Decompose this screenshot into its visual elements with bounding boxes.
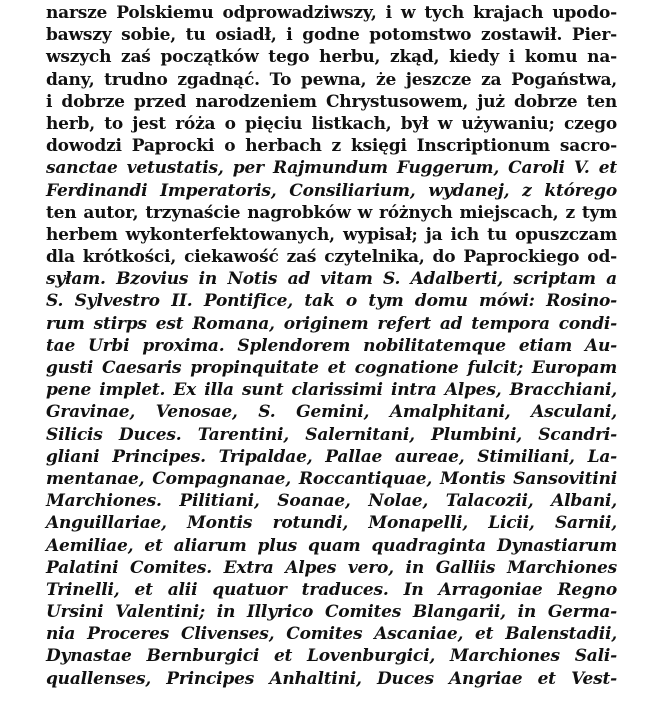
text-line: dla krótkości, ciekawość zaś czytelnika, do Paprockiego od-	[46, 247, 617, 268]
text-line: sanctae vetustatis, per Rajmundum Fuggerum, Caroli V. et	[46, 158, 617, 179]
text-line: herb, to jest róża o pięciu listkach, był w używaniu; czego	[46, 113, 617, 134]
text-line: Anguillariae, Montis rotundi, Monapelli, Licii, Sarnii,	[46, 513, 617, 534]
text-line: S. Sylvestro II. Pontifice, tak o tym domu mówi: Rosino-	[46, 291, 617, 312]
text-line: gliani Principes. Tripaldae, Pallae aureae, Stimiliani, La-	[46, 446, 617, 467]
text-line: Ursini Valentini; in Illyrico Comites Blangarii, in Germa-	[46, 602, 617, 623]
text-line: dany, trudno zgadnąć. To pewna, że jeszcze za Pogaństwa,	[46, 69, 617, 90]
text-line: Gravinae, Venosae, S. Gemini, Amalphitani, Asculani,	[46, 402, 617, 423]
text-line: bawszy sobie, tu osiadł, i godne potomstwo zostawił. Pier-	[46, 25, 617, 46]
text-line: herbem wykonterfektowanych, wypisał; ja ich tu opuszczam	[46, 224, 617, 245]
text-line: Aemiliae, et aliarum plus quam quadraginta Dynastiarum	[46, 535, 617, 556]
text-line: gusti Caesaris propinquitate et cognatione fulcit; Europam	[46, 358, 617, 378]
text-line: mentanae, Compagnanae, Roccantiquae, Montis Sansovitini	[46, 468, 617, 489]
text-line: narsze Polskiemu odprowadziwszy, i w tych krajach upodo-	[46, 3, 617, 23]
text-line: tae Urbi proxima. Splendorem nobilitatemque etiam Au-	[46, 335, 617, 356]
text-line: rum stirps est Romana, originem refert ad tempora condi-	[46, 313, 617, 334]
text-line: ten autor, trzynaście nagrobków w różnych miejscach, z tym	[46, 202, 617, 223]
text-line: Trinelli, et alii quatuor traduces. In Arragoniae Regno	[46, 579, 617, 600]
text-line: Ferdinandi Imperatoris, Consiliarium, wydanej, z którego	[46, 180, 617, 201]
text-line: wszych zaś początków tego herbu, zkąd, kiedy i komu na-	[46, 47, 617, 68]
text-line: dowodzi Paprocki o herbach z księgi Inscriptionum sacro-	[46, 136, 617, 157]
text-line: nia Proceres Clivenses, Comites Ascaniae, et Balenstadii,	[46, 624, 617, 645]
text-line: quallenses, Principes Anhaltini, Duces Angriae et Vest-	[46, 668, 617, 689]
text-line: pene implet. Ex illa sunt clarissimi intra Alpes, Bracchiani,	[46, 380, 617, 401]
text-line: syłam. Bzovius in Notis ad vitam S. Adalberti, scriptam a	[46, 269, 617, 290]
text-line: i dobrze przed narodzeniem Chrystusowem, już dobrze ten	[46, 91, 617, 112]
text-line: Palatini Comites. Extra Alpes vero, in Galliis Marchiones	[46, 557, 617, 578]
text-line: Marchiones. Pilitiani, Soanae, Nolae, Talacozii, Albani,	[46, 491, 617, 512]
text-line: Silicis Duces. Tarentini, Salernitani, Plumbini, Scandri-	[46, 424, 617, 445]
text-line: Dynastae Bernburgici et Lovenburgici, Marchiones Sali-	[46, 646, 617, 667]
